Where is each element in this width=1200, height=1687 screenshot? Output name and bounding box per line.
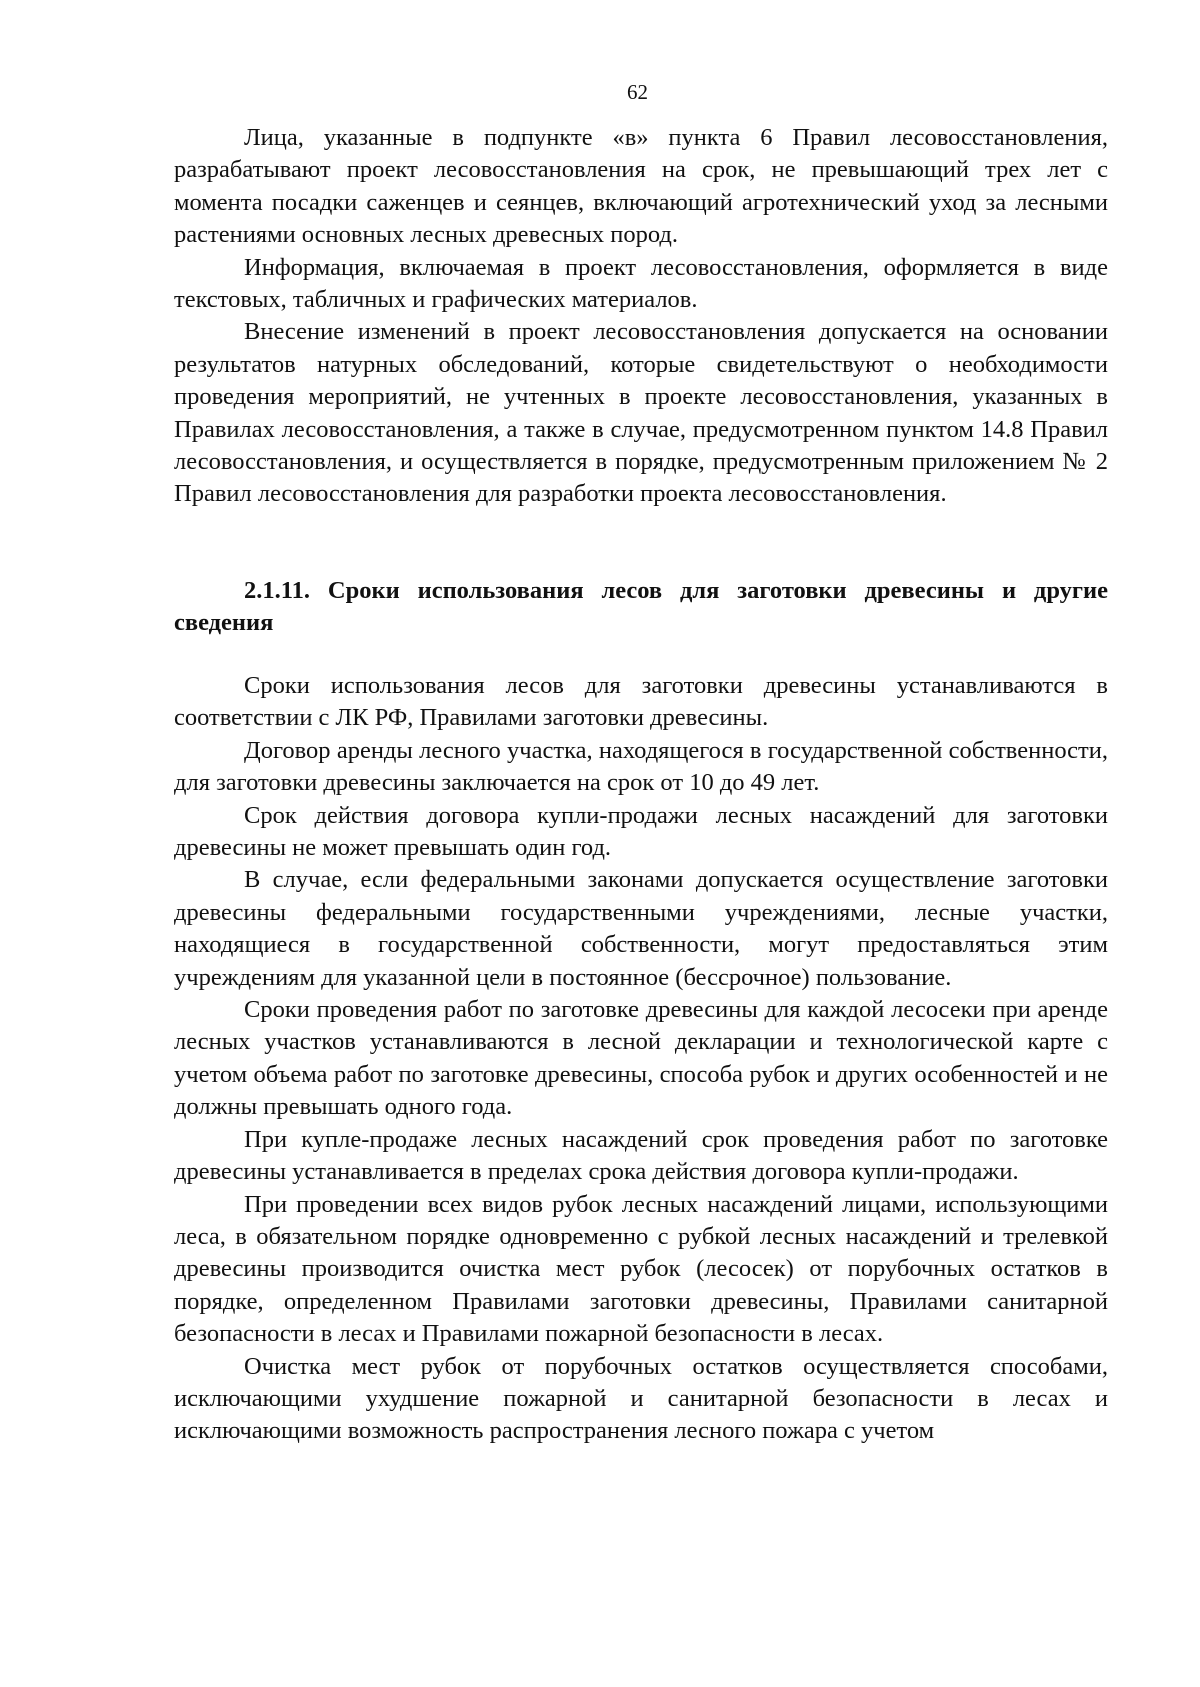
paragraph: Договор аренды лесного участка, находящегося в государственной собственности, для заготовки древесины заключается на срок от 10 до 49 лет.	[174, 736, 1108, 797]
paragraph: При проведении всех видов рубок лесных насаждений лицами, использующими леса, в обязательном порядке одновременно с рубкой лесных насаждений и трелевкой древесины производится очистка мест рубок (лесосек) от порубочных остатков в порядке, определенном Правилами заготовки древесины, Правилами санитарной безопасности в лесах и Правилами пожарной безопасности в лесах.	[174, 1190, 1108, 1348]
paragraph: Сроки проведения работ по заготовке древесины для каждой лесосеки при аренде лесных участков устанавливаются в лесной декларации и технологической карте с учетом объема работ по заготовке древесины, способа рубок и других особенностей и не должны превышать одного года.	[174, 996, 1108, 1121]
page-number: 62	[627, 80, 648, 104]
paragraph: Срок действия договора купли-продажи лесных насаждений для заготовки древесины не может превышать один год.	[174, 801, 1108, 862]
top-text-block	[174, 122, 1108, 511]
paragraph: Лица, указанные в подпункте «в» пункта 6 Правил лесовосстановления, разрабатывают проект лесовосстановления на срок, не превышающий трех лет с момента посадки саженцев и сеянцев, включающий агротехнический уход за лесными растениями основных лесных древесных пород.	[174, 124, 1108, 249]
paragraph: В случае, если федеральными законами допускается осуществление заготовки древесины федеральными государственными учреждениями, лесные участки, находящиеся в государственной собственности, могут предоставляться этим учреждениям для указанной цели в постоянное (бессрочное) пользование.	[174, 866, 1108, 991]
paragraph: Очистка мест рубок от порубочных остатков осуществляется способами, исключающими ухудшение пожарной и санитарной безопасности в лесах и исключающими возможность распространения лесного пожара с учетом	[174, 1352, 1108, 1445]
paragraph: При купле-продаже лесных насаждений срок проведения работ по заготовке древесины устанавливается в пределах срока действия договора купли-продажи.	[174, 1125, 1108, 1186]
bottom-text-block	[174, 670, 1108, 1448]
paragraph: Информация, включаемая в проект лесовосстановления, оформляется в виде текстовых, табличных и графических материалов.	[174, 253, 1108, 314]
paragraph: Сроки использования лесов для заготовки древесины устанавливаются в соответствии с ЛК РФ, Правилами заготовки древесины.	[174, 672, 1108, 732]
section-heading: 2.1.11. Сроки использования лесов для заготовки древесины и другие сведения	[174, 577, 1108, 636]
paragraph: Внесение изменений в проект лесовосстановления допускается на основании результатов натурных обследований, которые свидетельствуют о необходимости проведения мероприятий, не учтенных в проекте лесовосстановления, указанных в Правилах лесовосстановления, а также в случае, предусмотренном пунктом 14.8 Правил лесовосстановления, и осуществляется в порядке, предусмотренным приложением № 2 Правил лесовосстановления для разработки проекта лесовосстановления.	[174, 318, 1108, 508]
